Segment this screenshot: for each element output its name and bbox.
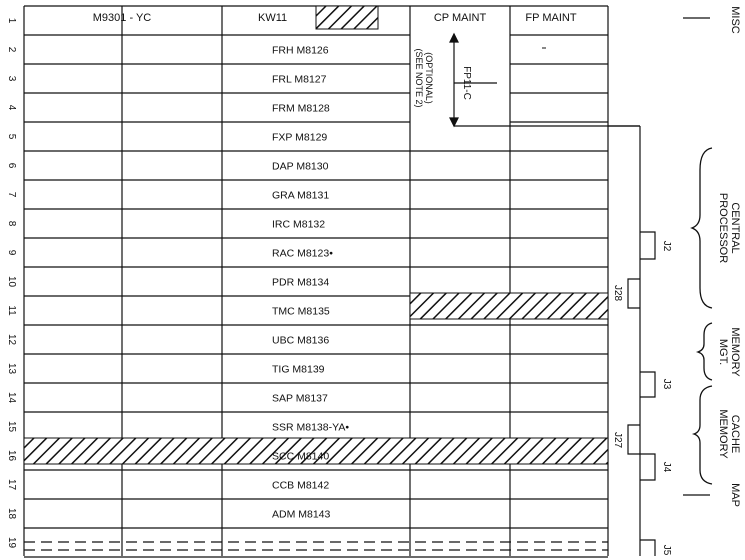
slot-number: 14 [6, 391, 17, 404]
module-label: PDR M8134 [272, 276, 330, 289]
slot-number: 8 [6, 220, 17, 227]
connector-j2: J2 [661, 240, 672, 252]
connector-j3: J3 [661, 378, 672, 390]
connector-j28: J28 [612, 284, 623, 302]
section-map: MAP [729, 483, 741, 507]
section-cache: CACHE [729, 414, 741, 454]
slot-number: 2 [6, 46, 17, 53]
module-label: TIG M8139 [272, 363, 325, 376]
module-label: DAP M8130 [272, 160, 329, 173]
hatched-region-slot-13 [410, 293, 608, 319]
module-label: FRM M8128 [272, 102, 330, 115]
section-misc: MISC [729, 6, 741, 34]
header-fp-maint: FP MAINT [525, 12, 577, 24]
slot-number: 11 [6, 305, 17, 316]
module-label: TMC M8135 [272, 305, 330, 318]
module-label: FXP M8129 [272, 131, 328, 144]
connector-lines [608, 126, 655, 556]
section-cache-memory: MEMORY [717, 409, 729, 459]
hatched-region-kw11-header [316, 6, 378, 29]
slot-number: 12 [6, 333, 17, 346]
see-note-label: (SEE NOTE 2) [414, 48, 424, 108]
slot-number: 6 [6, 162, 17, 169]
connector-j4: J4 [661, 461, 672, 473]
module-label: SSR M8138-YA• [272, 421, 350, 434]
slot-number: 15 [6, 420, 17, 433]
section-mgt: MGT. [717, 338, 729, 366]
module-label: CCB M8142 [272, 479, 330, 492]
connector-j5: J5 [661, 544, 672, 556]
slot-number: 19 [6, 536, 17, 549]
slot-number: 1 [6, 17, 17, 24]
module-label: GRA M8131 [272, 189, 330, 202]
section-processor: PROCESSOR [717, 192, 729, 264]
module-label: UBC M8136 [272, 334, 330, 347]
section-memory: MEMORY [729, 327, 741, 377]
slot-number: 10 [6, 275, 17, 288]
module-label: SCC M8140 [272, 450, 330, 463]
module-label: IRC M8132 [272, 218, 326, 231]
slot-number: 5 [6, 133, 17, 140]
slot-number: 16 [6, 449, 17, 462]
module-label: RAC M8123• [272, 247, 333, 260]
slot-number: 18 [6, 507, 17, 520]
fp11-label: FP11-C [461, 66, 472, 100]
module-label: FRH M8126 [272, 44, 329, 57]
module-label: SAP M8137 [272, 392, 328, 405]
header-kw11: KW11 [258, 12, 288, 24]
slot-numbers [6, 18, 17, 560]
slot-number: 17 [6, 478, 17, 491]
slot-number: 3 [6, 75, 17, 82]
section-central: CENTRAL [729, 202, 741, 254]
slot-number: 4 [6, 104, 17, 111]
module-label: FRL M8127 [272, 73, 327, 86]
slot-number: 7 [6, 191, 17, 198]
section-braces [683, 18, 712, 495]
header-cp-maint: CP MAINT [433, 12, 487, 24]
slot-number: 9 [6, 249, 17, 256]
module-label: ADM M8143 [272, 508, 331, 521]
header-m9301: M9301 - YC [92, 12, 152, 24]
optional-label: (OPTIONAL) [424, 52, 434, 104]
connector-j27: J27 [612, 431, 623, 449]
slot-number: 13 [6, 362, 17, 375]
